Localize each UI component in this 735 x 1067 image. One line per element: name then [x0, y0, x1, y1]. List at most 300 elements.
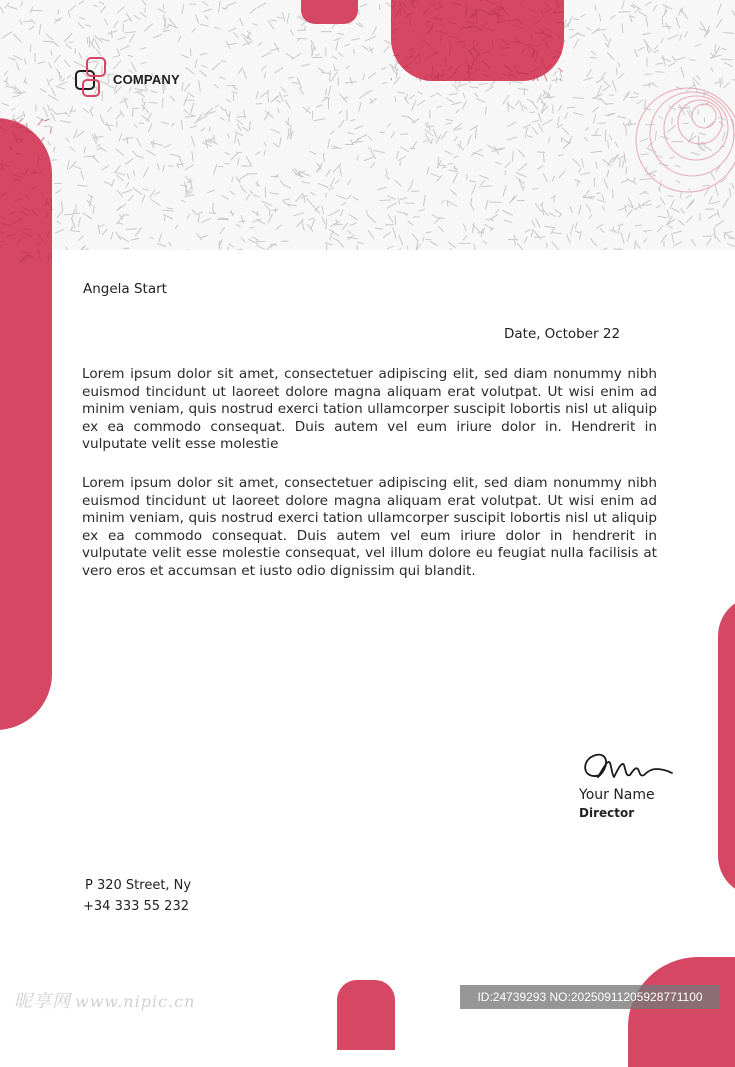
pattern-dash	[430, 242, 437, 246]
pattern-dash	[559, 155, 564, 156]
pattern-dash	[13, 219, 22, 224]
pattern-dash	[198, 215, 199, 222]
pattern-dash	[107, 31, 117, 34]
pattern-dash	[256, 92, 258, 99]
pattern-dash	[386, 169, 387, 175]
pattern-dash	[225, 109, 228, 116]
pattern-dash	[90, 106, 93, 111]
pattern-dash	[371, 162, 375, 167]
pattern-dash	[56, 113, 66, 114]
pattern-dash	[597, 200, 605, 203]
pattern-dash	[601, 72, 605, 78]
pattern-dash	[503, 186, 506, 197]
pattern-dash	[621, 233, 624, 243]
pattern-dash	[149, 103, 157, 104]
pattern-dash	[232, 249, 242, 250]
pattern-dash	[58, 10, 59, 14]
pattern-dash	[337, 195, 347, 199]
pattern-dash	[287, 14, 289, 23]
pattern-dash	[496, 162, 502, 164]
accent-texture	[0, 118, 52, 730]
pattern-dash	[353, 197, 358, 200]
pattern-dash	[418, 92, 423, 94]
pattern-dash	[134, 124, 137, 128]
pattern-dash	[412, 180, 413, 184]
pattern-dash	[144, 167, 149, 177]
pattern-dash	[220, 218, 229, 219]
pattern-dash	[505, 220, 513, 223]
pattern-dash	[0, 127, 6, 130]
pattern-dash	[48, 253, 49, 261]
pattern-dash	[48, 231, 49, 237]
pattern-dash	[505, 162, 510, 168]
pattern-dash	[289, 129, 290, 135]
pattern-dash	[126, 229, 137, 230]
pattern-dash	[558, 105, 561, 111]
pattern-dash	[243, 69, 247, 78]
pattern-dash	[1, 191, 8, 196]
pattern-dash	[30, 45, 31, 52]
pattern-dash	[38, 62, 45, 64]
pattern-dash	[685, 32, 687, 37]
pattern-dash	[142, 195, 145, 202]
pattern-dash	[185, 84, 190, 91]
pattern-dash	[322, 73, 330, 74]
pattern-dash	[78, 23, 84, 29]
pattern-dash	[397, 151, 399, 159]
pattern-dash	[600, 98, 607, 105]
pattern-dash	[250, 191, 253, 194]
pattern-dash	[605, 131, 606, 142]
pattern-dash	[201, 65, 207, 67]
pattern-dash	[227, 2, 236, 5]
pattern-dash	[222, 195, 229, 199]
pattern-dash	[413, 234, 418, 240]
pattern-dash	[524, 106, 527, 109]
pattern-dash	[385, 175, 389, 179]
pattern-dash	[257, 3, 266, 8]
pattern-dash	[373, 27, 377, 35]
pattern-dash	[479, 84, 488, 85]
pattern-dash	[618, 116, 626, 118]
pattern-dash	[229, 111, 230, 121]
pattern-dash	[112, 180, 115, 187]
pattern-dash	[395, 216, 396, 225]
pattern-dash	[434, 51, 438, 52]
pattern-dash	[559, 68, 563, 72]
pattern-dash	[66, 44, 71, 49]
pattern-dash	[600, 14, 601, 20]
pattern-dash	[24, 112, 25, 117]
pattern-dash	[348, 195, 351, 199]
pattern-dash	[357, 246, 358, 250]
pattern-dash	[83, 109, 88, 113]
pattern-dash	[307, 199, 313, 207]
pattern-dash	[339, 111, 342, 114]
pattern-dash	[543, 93, 545, 97]
pattern-dash	[237, 117, 246, 118]
watermark-site-url: www.nipic.cn	[75, 992, 195, 1011]
pattern-dash	[52, 41, 59, 46]
pattern-dash	[436, 93, 441, 96]
pattern-dash	[330, 131, 334, 135]
pattern-dash	[226, 100, 231, 102]
pattern-dash	[374, 151, 384, 153]
pattern-dash	[680, 35, 682, 40]
date-label: Date,	[504, 326, 541, 342]
pattern-dash	[482, 74, 488, 76]
pattern-dash	[51, 127, 52, 132]
pattern-dash	[503, 211, 513, 216]
pattern-dash	[26, 168, 28, 173]
pattern-dash	[215, 105, 218, 107]
pattern-dash	[93, 206, 94, 214]
pattern-dash	[227, 85, 235, 86]
pattern-dash	[408, 186, 412, 191]
pattern-dash	[672, 57, 676, 62]
pattern-dash	[62, 79, 65, 82]
pattern-dash	[553, 233, 561, 234]
pattern-dash	[439, 3, 442, 7]
pattern-dash	[51, 241, 52, 246]
pattern-dash	[480, 175, 489, 179]
pattern-dash	[229, 43, 237, 45]
pattern-dash	[292, 83, 299, 84]
pattern-dash	[476, 28, 481, 30]
pattern-dash	[57, 221, 61, 224]
pattern-dash	[555, 52, 561, 54]
pattern-dash	[395, 96, 396, 101]
pattern-dash	[580, 231, 582, 239]
pattern-dash	[253, 237, 259, 240]
pattern-dash	[234, 33, 238, 38]
pattern-dash	[682, 10, 688, 19]
pattern-dash	[9, 58, 16, 60]
pattern-dash	[225, 152, 230, 154]
pattern-dash	[111, 232, 113, 239]
pattern-dash	[576, 231, 580, 233]
pattern-dash	[437, 107, 442, 108]
pattern-dash	[481, 80, 485, 81]
pattern-dash	[638, 47, 644, 50]
pattern-dash	[220, 228, 225, 234]
pattern-dash	[354, 50, 355, 54]
pattern-dash	[344, 44, 349, 46]
pattern-dash	[61, 202, 62, 211]
pattern-dash	[367, 90, 372, 93]
pattern-dash	[471, 198, 472, 205]
pattern-dash	[410, 20, 411, 25]
pattern-dash	[388, 215, 393, 222]
pattern-dash	[117, 49, 119, 54]
pattern-dash	[467, 135, 471, 145]
pattern-dash	[237, 152, 242, 153]
pattern-dash	[57, 210, 63, 218]
pattern-dash	[482, 51, 491, 54]
pattern-dash	[417, 100, 424, 105]
pattern-dash	[604, 81, 608, 85]
pattern-dash	[518, 73, 528, 74]
pattern-dash	[215, 27, 221, 29]
pattern-dash	[536, 51, 538, 61]
pattern-dash	[634, 240, 636, 249]
pattern-dash	[246, 194, 250, 200]
pattern-dash	[484, 62, 490, 68]
pattern-dash	[722, 48, 726, 49]
pattern-dash	[363, 74, 365, 80]
pattern-dash	[281, 87, 286, 92]
pattern-dash	[16, 153, 20, 154]
company-logo	[74, 56, 180, 100]
pattern-dash	[70, 107, 72, 114]
pattern-dash	[596, 78, 604, 83]
pattern-dash	[602, 195, 603, 200]
pattern-dash	[591, 58, 597, 59]
pattern-dash	[534, 21, 540, 25]
pattern-dash	[573, 159, 581, 166]
pattern-dash	[407, 14, 412, 15]
pattern-dash	[368, 230, 374, 238]
pattern-dash	[679, 9, 681, 15]
pattern-dash	[322, 97, 327, 101]
pattern-dash	[628, 233, 630, 242]
pattern-dash	[555, 210, 561, 214]
pattern-dash	[596, 224, 602, 228]
pattern-dash	[339, 166, 341, 176]
pattern-dash	[268, 214, 272, 222]
pattern-dash	[656, 63, 663, 64]
pattern-dash	[214, 164, 218, 174]
pattern-dash	[722, 59, 733, 60]
pattern-dash	[221, 118, 225, 120]
pattern-dash	[423, 40, 430, 46]
pattern-dash	[117, 190, 122, 196]
pattern-dash	[105, 125, 113, 126]
pattern-dash	[134, 108, 139, 109]
pattern-dash	[661, 38, 664, 42]
pattern-dash	[17, 63, 20, 70]
pattern-dash	[201, 218, 210, 223]
pattern-dash	[70, 162, 77, 169]
pattern-dash	[189, 192, 192, 194]
pattern-dash	[368, 215, 375, 222]
pattern-dash	[563, 142, 571, 149]
pattern-dash	[619, 160, 620, 167]
pattern-dash	[302, 182, 309, 184]
pattern-dash	[100, 147, 106, 151]
pattern-dash	[393, 228, 396, 238]
pattern-dash	[343, 223, 348, 230]
pattern-dash	[514, 66, 518, 74]
pattern-dash	[508, 137, 517, 140]
pattern-dash	[231, 153, 237, 160]
pattern-dash	[491, 215, 497, 219]
pattern-dash	[541, 10, 544, 19]
pattern-dash	[23, 229, 31, 230]
pattern-dash	[197, 233, 202, 239]
pattern-dash	[106, 122, 110, 130]
pattern-dash	[431, 139, 433, 143]
pattern-dash	[346, 66, 349, 69]
pattern-dash	[643, 230, 651, 231]
pattern-dash	[573, 113, 583, 116]
signatory-name: Your Name	[579, 787, 655, 803]
pattern-dash	[570, 206, 572, 212]
pattern-dash	[436, 135, 441, 143]
pattern-dash	[663, 56, 666, 66]
pattern-dash	[262, 201, 272, 205]
pattern-dash	[329, 86, 331, 95]
pattern-dash	[669, 226, 673, 228]
pattern-dash	[192, 210, 196, 215]
watermark-site-name: 昵享网	[14, 991, 71, 1012]
pattern-dash	[238, 159, 239, 165]
pattern-dash	[97, 148, 101, 149]
pattern-dash	[170, 154, 180, 157]
right-accent-bar	[718, 596, 735, 896]
pattern-dash	[369, 137, 372, 141]
pattern-dash	[399, 199, 400, 204]
pattern-dash	[485, 107, 486, 114]
pattern-dash	[2, 34, 8, 38]
pattern-dash	[423, 237, 424, 241]
pattern-dash	[579, 205, 581, 214]
pattern-dash	[527, 136, 532, 138]
pattern-dash	[344, 97, 349, 99]
pattern-dash	[452, 2, 462, 5]
pattern-dash	[214, 85, 219, 89]
pattern-dash	[486, 219, 494, 220]
pattern-dash	[723, 32, 733, 33]
pattern-dash	[545, 41, 549, 49]
pattern-dash	[91, 42, 95, 49]
pattern-dash	[536, 219, 540, 227]
pattern-dash	[378, 187, 386, 190]
pattern-dash	[195, 60, 197, 67]
pattern-dash	[298, 30, 305, 31]
pattern-dash	[70, 147, 75, 151]
pattern-dash	[510, 196, 515, 203]
pattern-dash	[408, 221, 413, 225]
pattern-dash	[326, 169, 330, 176]
pattern-dash	[622, 157, 624, 167]
pattern-dash	[470, 87, 479, 88]
pattern-dash	[339, 53, 343, 57]
pattern-dash	[553, 57, 559, 58]
pattern-dash	[250, 9, 255, 14]
pattern-dash	[471, 204, 474, 210]
pattern-dash	[328, 212, 336, 216]
watermark-id-bar: ID:24739293 NO:20250911205928771100	[460, 985, 720, 1009]
pattern-dash	[508, 20, 518, 22]
pattern-dash	[208, 190, 215, 193]
pattern-dash	[518, 244, 523, 250]
pattern-dash	[236, 224, 240, 226]
pattern-dash	[185, 116, 195, 117]
pattern-dash	[401, 147, 409, 152]
pattern-dash	[277, 100, 281, 102]
pattern-dash	[23, 132, 32, 133]
footer-phone: +34 333 55 232	[83, 899, 189, 914]
pattern-dash	[522, 0, 527, 3]
pattern-dash	[380, 132, 385, 133]
pattern-dash	[178, 36, 181, 41]
pattern-dash	[395, 10, 400, 17]
pattern-dash	[25, 59, 26, 65]
pattern-dash	[114, 172, 125, 175]
pattern-dash	[397, 92, 404, 93]
pattern-dash	[545, 64, 551, 70]
pattern-dash	[454, 137, 457, 141]
pattern-dash	[463, 26, 467, 30]
pattern-dash	[248, 174, 257, 175]
pattern-dash	[382, 67, 387, 69]
pattern-dash	[538, 152, 545, 153]
pattern-dash	[486, 0, 494, 4]
pattern-dash	[526, 128, 528, 137]
pattern-dash	[237, 120, 242, 125]
pattern-dash	[226, 247, 229, 250]
pattern-dash	[221, 107, 225, 110]
pattern-dash	[545, 2, 549, 6]
pattern-dash	[622, 1, 625, 9]
pattern-dash	[121, 46, 130, 50]
pattern-dash	[322, 217, 325, 224]
pattern-dash	[450, 190, 456, 196]
pattern-dash	[84, 148, 85, 153]
pattern-dash	[51, 51, 52, 55]
pattern-dash	[543, 173, 547, 181]
pattern-dash	[66, 247, 70, 250]
pattern-dash	[130, 34, 135, 43]
pattern-dash	[65, 33, 73, 41]
pattern-dash	[38, 157, 39, 165]
pattern-dash	[225, 163, 229, 164]
pattern-dash	[262, 53, 271, 58]
pattern-dash	[229, 244, 234, 247]
pattern-dash	[547, 243, 548, 247]
pattern-dash	[240, 19, 243, 26]
pattern-dash	[77, 131, 84, 137]
pattern-dash	[54, 147, 56, 152]
pattern-dash	[673, 231, 681, 234]
pattern-dash	[400, 198, 406, 200]
pattern-dash	[102, 166, 109, 170]
pattern-dash	[587, 27, 591, 30]
pattern-dash	[442, 167, 446, 168]
pattern-dash	[258, 42, 262, 46]
pattern-dash	[412, 141, 417, 148]
pattern-dash	[1, 241, 5, 242]
pattern-dash	[412, 101, 416, 111]
pattern-dash	[186, 195, 195, 197]
pattern-dash	[238, 139, 240, 145]
pattern-dash	[446, 123, 452, 125]
pattern-dash	[375, 228, 382, 229]
pattern-dash	[348, 133, 354, 135]
pattern-dash	[542, 60, 546, 69]
pattern-dash	[585, 137, 588, 141]
pattern-dash	[618, 63, 620, 67]
pattern-dash	[205, 16, 208, 19]
pattern-dash	[450, 94, 458, 95]
pattern-dash	[387, 246, 393, 249]
pattern-dash	[67, 75, 70, 78]
pattern-dash	[294, 213, 304, 216]
pattern-dash	[326, 219, 327, 229]
pattern-dash	[264, 72, 266, 78]
pattern-dash	[655, 46, 658, 50]
